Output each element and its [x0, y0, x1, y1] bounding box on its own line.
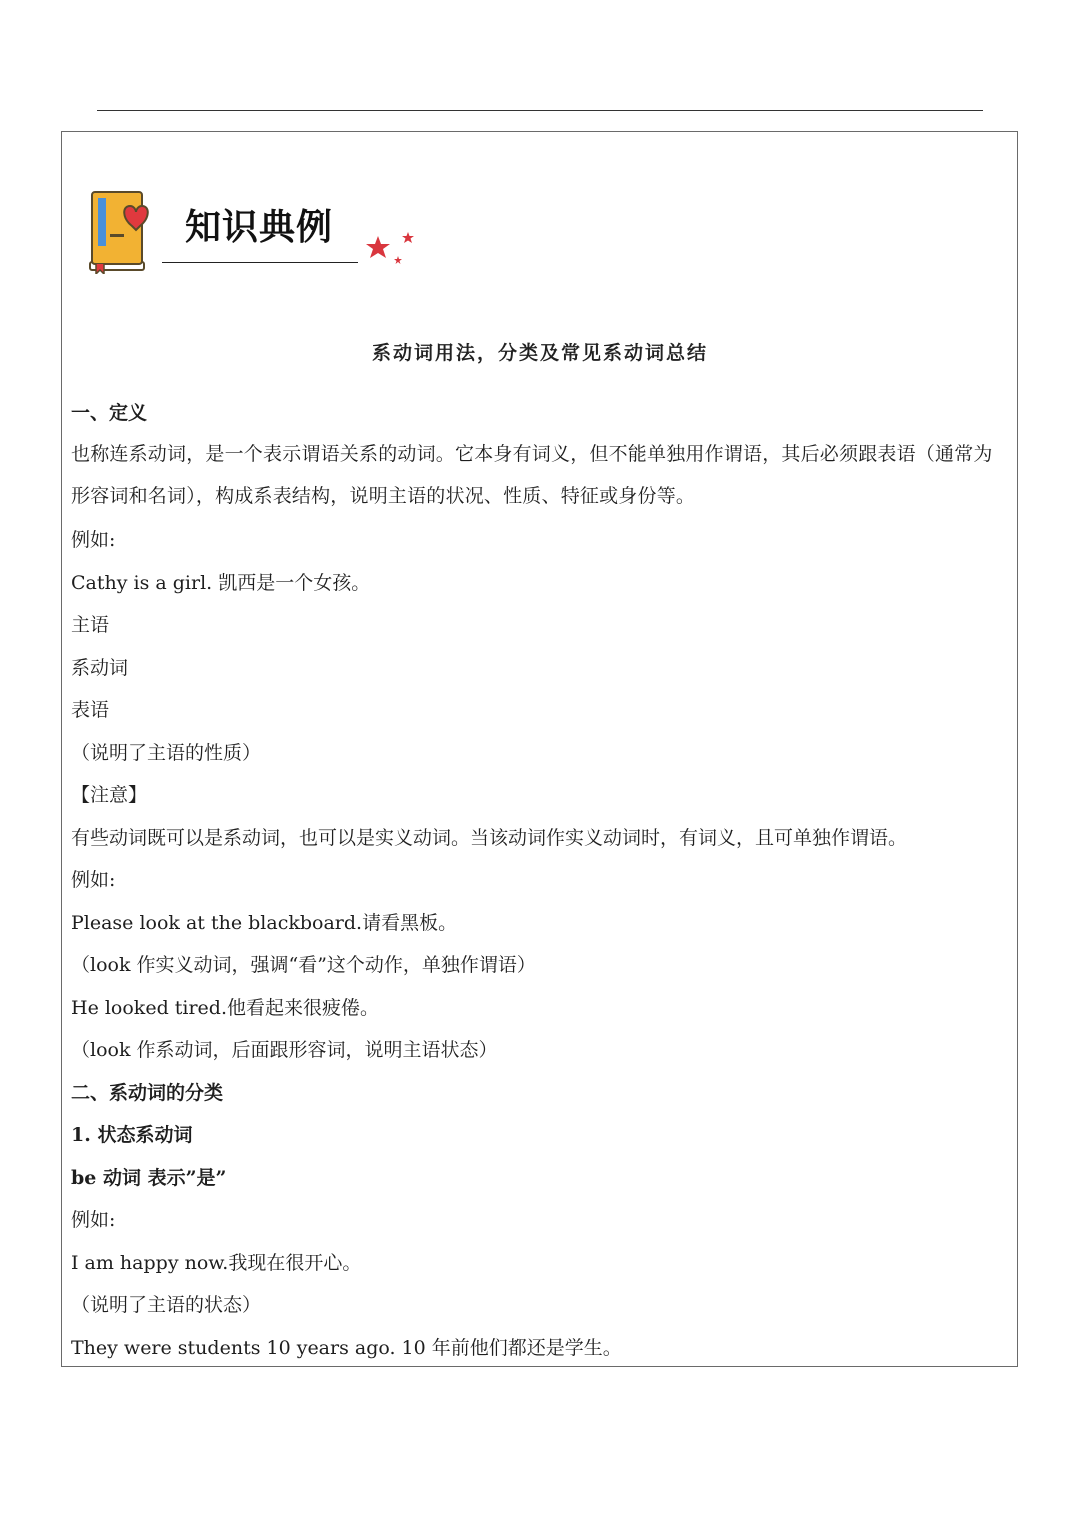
example-sentence: Cathy is a girl. 凯西是一个女孩。	[71, 572, 371, 594]
section-heading-classification: 二、系动词的分类	[71, 1082, 224, 1104]
section-heading-definition: 一、定义	[71, 402, 148, 424]
stars-icon	[364, 230, 420, 266]
term-predicative: 表语	[71, 699, 110, 721]
example-sentence: He looked tired.他看起来很疲倦。	[71, 997, 380, 1019]
header-rule	[97, 110, 983, 111]
explanation-note: （说明了主语的性质）	[71, 742, 262, 764]
book-heart-icon	[88, 190, 150, 274]
document-title: 系动词用法，分类及常见系动词总结	[371, 342, 708, 364]
definition-paragraph: 也称连系动词，是一个表示谓语关系的动词。它本身有词义，但不能单独用作谓语，其后必须跟表语（通常为形容词和名词），构成系表结构，说明主语的状况、性质、特征或身份等。	[71, 443, 993, 507]
header-underline	[162, 262, 358, 263]
example-sentence: I am happy now.我现在很开心。	[71, 1252, 362, 1274]
subsection-heading: 1. 状态系动词	[71, 1124, 193, 1146]
explanation-note: （说明了主语的状态）	[71, 1294, 262, 1316]
section-header	[88, 190, 428, 280]
example-sentence: They were students 10 years ago. 10 年前他们都还是学生。	[71, 1337, 622, 1359]
term-subject: 主语	[71, 614, 110, 636]
explanation-note: （look 作实义动词，强调“看”这个动作，单独作谓语）	[71, 954, 536, 976]
header-title: 知识典例	[185, 207, 334, 248]
example-label: 例如:	[71, 1209, 116, 1231]
be-verb-heading: be 动词 表示”是”	[71, 1167, 227, 1189]
example-sentence: Please look at the blackboard.请看黑板。	[71, 912, 458, 934]
example-label: 例如:	[71, 529, 116, 551]
term-linking-verb: 系动词	[71, 657, 129, 679]
attention-text: 有些动词既可以是系动词，也可以是实义动词。当该动词作实义动词时，有词义，且可单独作谓语。	[71, 827, 908, 849]
explanation-note: （look 作系动词，后面跟形容词，说明主语状态）	[71, 1039, 498, 1061]
example-label: 例如:	[71, 869, 116, 891]
attention-label: 【注意】	[71, 784, 148, 806]
